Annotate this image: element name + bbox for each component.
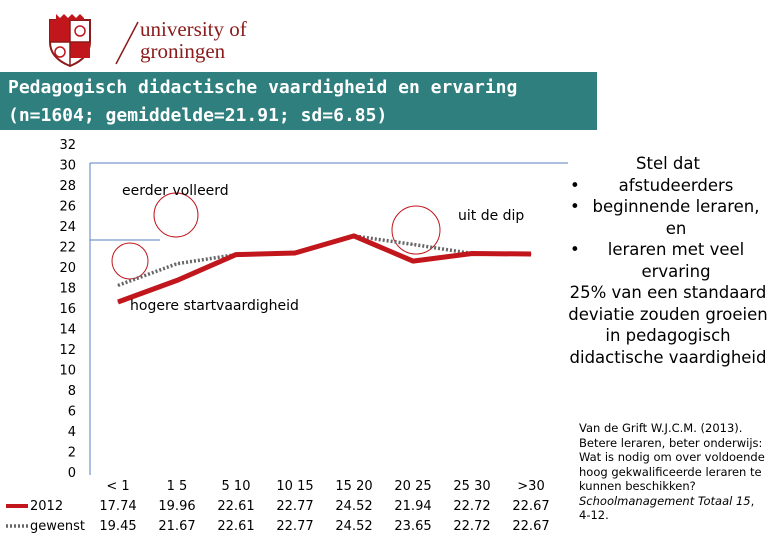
y-tick-label: 8 — [67, 384, 76, 399]
series-lines — [118, 235, 532, 302]
side-bullet-list — [568, 175, 768, 283]
annotation-eerder-volleerd: eerder volleerd — [122, 183, 229, 199]
x-tick-label: 20 25 — [394, 479, 432, 494]
logo-line1: university of — [140, 17, 247, 41]
side-body: 25% van een standaard deviatie zouden groeien in pedagogisch didactische vaardigheid — [568, 283, 768, 367]
slide-title: Pedagogisch didactische vaardigheid en ervaring — [8, 77, 518, 98]
y-tick-label: 10 — [59, 363, 76, 379]
y-axis-ticks — [59, 138, 76, 481]
reference-text: Betere leraren, beter onderwijs: Wat is nodig om over voldoende hoog gekwalificeerde leraren te kunnen beschikken? — [579, 435, 765, 493]
side-bullet: • leraren met veel ervaring — [568, 239, 768, 282]
y-tick-label: 20 — [59, 261, 76, 276]
crest-icon — [50, 14, 90, 66]
y-tick-label: 22 — [59, 240, 76, 256]
data-label: 22.77 — [276, 519, 314, 534]
x-tick-label: < 1 — [106, 479, 130, 494]
highlight-circle-peak — [154, 193, 198, 237]
data-label: 22.61 — [217, 519, 255, 534]
x-tick-label: 1 5 — [166, 479, 188, 494]
data-label: 22.77 — [276, 499, 314, 514]
side-intro: Stel dat — [636, 154, 700, 173]
annotation-uit-de-dip: uit de dip — [458, 208, 525, 224]
side-note — [568, 153, 768, 368]
y-tick-label: 26 — [59, 199, 76, 215]
data-label: 24.52 — [335, 499, 373, 514]
data-label: 22.61 — [217, 499, 255, 514]
logo-wordmark — [140, 18, 247, 62]
data-label: 22.72 — [453, 499, 491, 514]
data-table — [6, 499, 550, 534]
y-tick-label: 2 — [67, 445, 76, 461]
reference-journal: Schoolmanagement Totaal 15 — [579, 493, 751, 508]
x-tick-label: 10 15 — [276, 479, 314, 494]
line-chart — [0, 130, 568, 540]
highlight-circle-start — [112, 243, 148, 279]
x-tick-label: 25 30 — [453, 479, 491, 494]
logo-line2: groningen — [140, 39, 226, 63]
data-label: 19.96 — [158, 499, 196, 514]
title-bar — [0, 72, 597, 130]
data-point-gewenst — [177, 263, 178, 264]
data-point-gewenst — [118, 285, 119, 286]
data-point-2012 — [472, 253, 473, 254]
annotation-hogere-startvaardigheid: hogere startvaardigheid — [130, 298, 299, 314]
side-bullet: • beginnende leraren, en — [568, 196, 768, 239]
x-axis-tick-labels — [106, 479, 544, 494]
data-label: 17.74 — [99, 499, 137, 514]
data-point-gewenst — [413, 244, 414, 245]
y-tick-label: 14 — [59, 322, 76, 338]
x-tick-label: 15 20 — [335, 479, 373, 494]
y-tick-label: 32 — [59, 138, 76, 153]
x-tick-label: 5 10 — [221, 479, 251, 494]
legend-label-2012: 2012 — [30, 499, 64, 514]
slide-subtitle: (n=1604; gemiddelde=21.91; sd=6.85) — [8, 105, 388, 126]
y-tick-label: 12 — [59, 343, 76, 358]
y-tick-label: 0 — [67, 466, 76, 481]
data-label: 19.45 — [99, 519, 137, 534]
side-bullet: • afstudeerders — [568, 175, 768, 197]
y-tick-label: 18 — [59, 281, 76, 297]
y-tick-label: 24 — [59, 220, 76, 235]
highlight-circles — [112, 193, 440, 279]
data-label: 22.67 — [512, 519, 550, 534]
legend-label-gewenst: gewenst — [30, 519, 85, 534]
reference-citation — [579, 421, 769, 523]
data-label: 22.72 — [453, 519, 491, 534]
y-tick-label: 16 — [59, 302, 76, 317]
data-label: 23.65 — [394, 519, 432, 534]
data-label: 21.94 — [394, 499, 432, 514]
y-tick-label: 30 — [59, 158, 76, 174]
data-point-2012 — [118, 302, 119, 303]
data-point-2012 — [354, 235, 355, 236]
data-point-2012 — [531, 254, 532, 255]
data-label: 24.52 — [335, 519, 373, 534]
x-tick-label: >30 — [517, 479, 545, 494]
y-tick-label: 6 — [67, 404, 76, 420]
y-tick-label: 4 — [67, 425, 76, 440]
highlight-circle-dip — [392, 206, 440, 254]
data-label: 21.67 — [158, 519, 196, 534]
data-point-2012 — [236, 254, 237, 255]
reference-authors: Van de Grift W.J.C.M. (2013). — [579, 421, 743, 435]
logo-divider — [116, 22, 138, 64]
data-point-2012 — [177, 280, 178, 281]
reference-pages: , 4-12. — [579, 493, 755, 522]
y-tick-label: 28 — [59, 179, 76, 194]
series-line-2012 — [118, 236, 531, 302]
data-point-2012 — [295, 253, 296, 254]
data-label: 22.67 — [512, 499, 550, 514]
data-point-2012 — [413, 261, 414, 262]
